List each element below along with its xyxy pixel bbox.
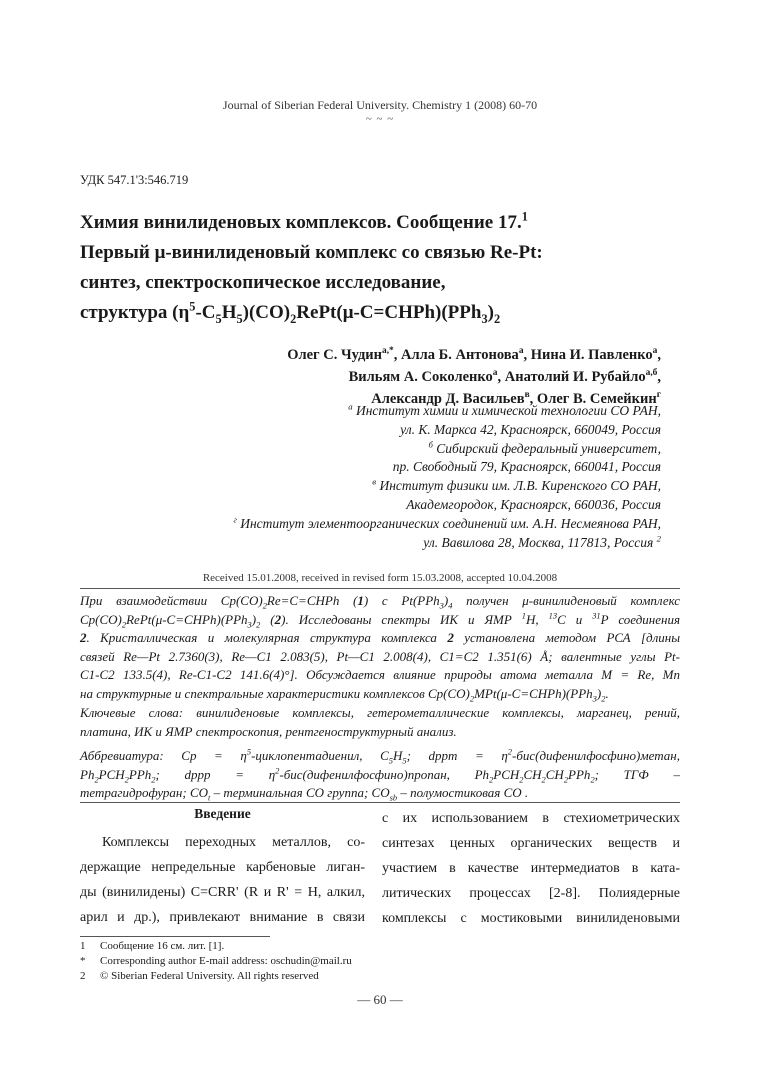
footnote-mark: 1: [80, 940, 86, 952]
footnote-rule: [80, 936, 270, 937]
article-title: [80, 208, 680, 328]
affiliation-line: $^б$ Сибирский федеральный университет,: [428, 439, 661, 456]
body-text-line: литических процессах [2-8]. Полиядерные: [382, 886, 680, 901]
abstract-line: C1-C2 133.5(4), Re-C1-C2 141.6(4)°]. Обсуждается влияние природы атома металла M = Re, Mn: [80, 667, 680, 682]
footnote-text: Corresponding author E-mail address: oschudin@mail.ru: [100, 955, 352, 967]
title-line-2: Первый μ-винилиденовый комплекс со связью Re-Pt:: [80, 242, 543, 263]
body-text-line: Комплексы переходных металлов, со-: [102, 835, 365, 850]
affiliation-line: Академгородок, Красноярск, 660036, Россия: [406, 496, 661, 512]
body-text-line: арил и др.), привлекают внимание в связи: [80, 910, 365, 925]
abstract-top-rule: [80, 588, 680, 589]
title-formula: структура $(\eta^5-C_5H_5)(CO)_2RePt(\mu-C=CHPh)(PPh_3)_2$: [80, 299, 501, 326]
title-line-1: Химия винилиденовых комплексов. Сообщение 17.$^1$: [80, 209, 528, 233]
abstract-bottom-rule: [80, 802, 680, 803]
abbreviations-line: Аббревиатура: $Cp = \eta^5$-циклопентадиенил, $C_5H_5$; dppm = $\eta^2-бис(дифенилфосфино)метан$,: [80, 746, 680, 766]
abbreviations: [80, 747, 680, 803]
author-list: [101, 344, 661, 410]
authors-line-1: Олег С. Чудин$^{а,*}$, Алла Б. Антонова$^а$, Нина И. Павленко$^а$,: [287, 346, 661, 363]
title-line-3: синтез, спектроскопическое исследование,: [80, 272, 446, 293]
abstract-line: связей Re—Pt 2.7360(3), Re—C1 2.083(5), Pt—C1 2.008(4), C1=C2 1.351(6) Å; валентные углы Pt-: [80, 648, 680, 664]
affiliation-line: $^в$ Институт физики им. Л.В. Киренского СО РАН,: [372, 476, 661, 494]
footnote-mark: *: [80, 955, 86, 967]
footnote-text: © Siberian Federal University. All rights reserved: [100, 970, 319, 982]
affiliation-line: $^г$ Институт элементоорганических соединений им. А.Н. Несмеянова РАН,: [233, 514, 661, 531]
footnotes: [80, 939, 680, 984]
section-heading-intro: Введение: [194, 806, 251, 821]
body-text-line: держащие непредельные карбеновые лиган-: [80, 860, 365, 875]
affiliation-line: $^а$ Институт химии и химической технологии СО РАН,: [348, 401, 661, 418]
intro-left-column: [80, 830, 365, 930]
affiliation-line: ул. К. Маркса 42, Красноярск, 660049, Россия: [400, 421, 661, 437]
abstract-line: При взаимодействии $Cp(CO)_2Re=C=CHPh$ (1) с $Pt(PPh_3)_4$ получен μ-винилиденовый комплекс: [80, 593, 680, 611]
affiliation-line: ул. Вавилова 28, Москва, 117813, Россия $^2$: [423, 533, 661, 550]
received-dates: Received 15.01.2008, received in revised form 15.03.2008, accepted 10.04.2008: [202, 572, 558, 584]
affiliations: [61, 402, 661, 552]
footnote: [80, 969, 680, 984]
page-number: — 60 —: [357, 992, 403, 1007]
keywords: [80, 704, 680, 741]
abstract-line: на структурные и спектральные характеристики комплексов $Cp(CO)_2MPt(\mu-C=CHPh)(PPh_3)_2$.: [80, 685, 609, 704]
body-text-line: синтезах ценных органических веществ и: [382, 836, 680, 851]
keywords-line: платина, ИК и ЯМР спектроскопия, рентгеноструктурный анализ.: [80, 723, 457, 739]
affiliation-line: пр. Свободный 79, Красноярск, 660041, Россия: [392, 459, 661, 475]
footnote-text: Сообщение 16 см. лит. [1].: [100, 940, 225, 952]
journal-header: Journal of Siberian Federal University. Chemistry 1 (2008) 60-70: [222, 98, 538, 112]
body-text-line: комплексы с мостиковыми винилиденовыми: [382, 911, 680, 926]
header-separator: ~ ~ ~: [365, 113, 395, 125]
body-text-line: ды (винилидены) C=CRR' (R и R' = H, алкил,: [80, 885, 365, 900]
authors-line-3: Александр Д. Васильев$^в$, Олег В. Семейкин$^г$: [371, 390, 661, 407]
footnote: [80, 954, 680, 969]
abbreviations-line: $Ph_2PCH_2PPh_2$; dppp = $\eta^2-бис(дифенилфосфино)пропан$, $Ph_2PCH_2CH_2CH_2PPh_2$; ТГФ –: [80, 765, 680, 785]
authors-line-2: Вильям А. Соколенко$^а$, Анатолий И. Рубайло$^{а,б}$,: [348, 368, 661, 385]
footnote-mark: 2: [80, 970, 86, 982]
body-text-line: с их использованием в стехиометрических: [382, 811, 680, 826]
body-text-line: участием в качестве интермедиатов в ката-: [382, 861, 680, 876]
abstract-line: $Cp(CO)_2RePt(\mu-C=CHPh)(PPh_3)_2$ (2). Исследованы спектры ИК и ЯМР $^1$H, $^{13}$C и $^{31}$P соединения: [80, 610, 681, 630]
abstract-line: 2. Кристаллическая и молекулярная структура комплекса 2 установлена методом РСА [длины: [80, 630, 680, 645]
udk-code: УДК 547.1'3:546.719: [80, 173, 189, 187]
intro-right-column: [382, 806, 680, 931]
footnote: [80, 939, 680, 954]
abstract: [80, 592, 680, 703]
keywords-line: Ключевые слова: винилиденовые комплексы, гетерометаллические комплексы, марганец, рений,: [80, 705, 680, 720]
abbreviations-line: тетрагидрофуран; $CO_t$ – терминальная CO группа; $CO_{sb}$ – полумостиковая CO .: [80, 785, 529, 803]
